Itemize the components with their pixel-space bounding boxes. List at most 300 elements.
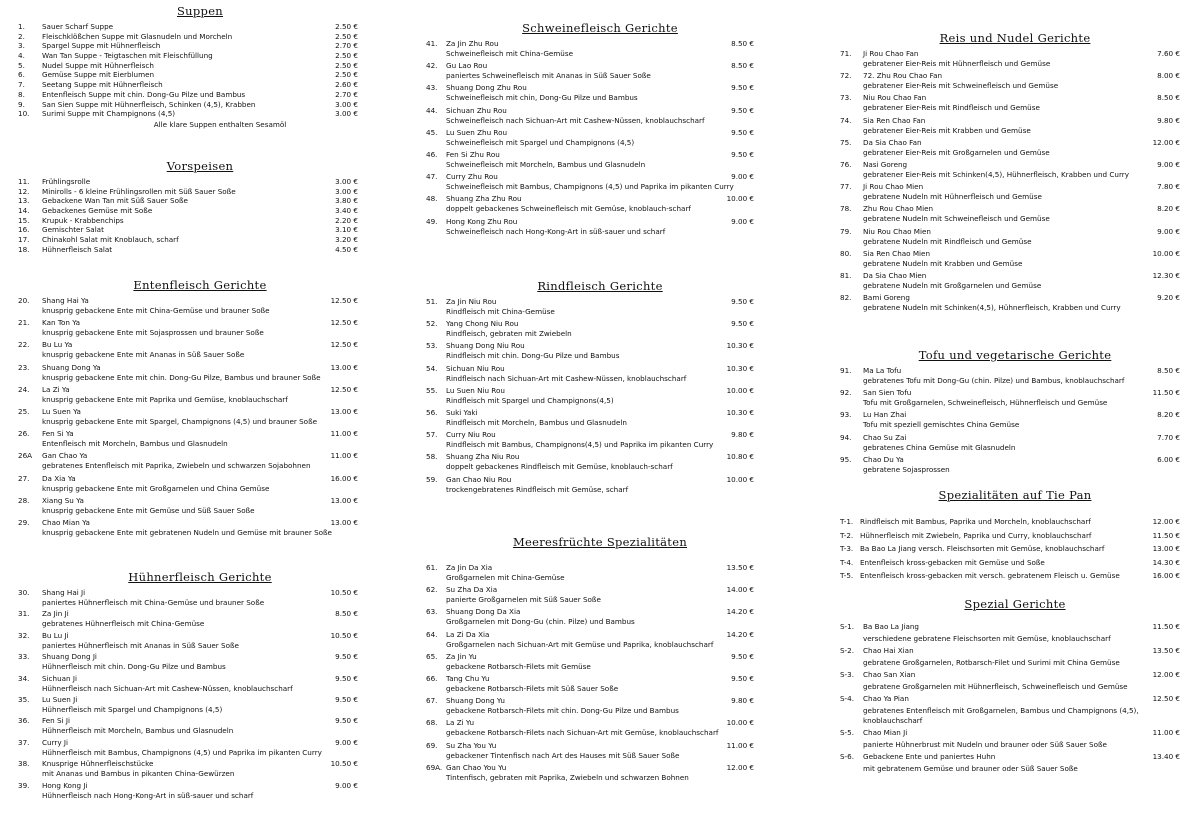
menu-item <box>0 206 400 216</box>
item-name: Chao Mian Ji <box>863 728 908 737</box>
item-description: Tintenfisch, gebraten mit Paprika, Zwiebeln und schwarzen Bohnen <box>446 772 689 782</box>
menu-item <box>0 100 400 110</box>
item-number: T-4. <box>840 557 854 567</box>
item-price: 9.50 € <box>731 673 754 683</box>
item-name: Bu Lu Ji <box>42 630 69 640</box>
item-price: 9.00 € <box>731 216 754 226</box>
section-schwein <box>400 20 800 239</box>
menu-item <box>800 670 1200 694</box>
item-name: Shang Hai Ya <box>42 296 89 305</box>
item-name: Hühnerfleisch Salat <box>42 244 113 254</box>
item-description: Rindfleisch nach Sichuan-Art mit Cashew-Nüssen, knoblauchscharf <box>446 373 687 383</box>
section-title: Tofu und vegetarische Gerichte <box>918 348 1112 362</box>
menu-item <box>800 542 1200 556</box>
item-number: 26A <box>18 451 33 461</box>
item-name: Hong Kong Zhu Rou <box>446 216 518 226</box>
menu-item <box>400 430 800 452</box>
item-price: 13.40 € <box>1152 752 1180 761</box>
item-name: Gebackene Ente und paniertes Huhn <box>863 752 996 761</box>
item-name: Da Sia Chao Mien <box>863 270 927 280</box>
section-title: Rindfleisch Gerichte <box>537 279 663 293</box>
menu-item <box>800 455 1200 477</box>
item-name: Shuang Dong Yu <box>446 696 505 706</box>
item-description: Schweinefleisch mit chin, Dong-Gu Pilze und Bambus <box>446 93 638 103</box>
item-description: gebratenes Tofu mit Dong-Gu (chin. Pilze) und Bambus, knoblauchscharf <box>863 376 1125 385</box>
menu-item <box>800 752 1200 776</box>
item-number: 43. <box>426 83 438 93</box>
item-description: Rindfleisch mit China-Gemüse <box>446 307 555 316</box>
item-number: 17. <box>18 235 30 245</box>
item-description: gebackene Rotbarsch-Filets nach Sichuan-Art mit Gemüse, knoblauchscharf <box>446 728 719 738</box>
menu-item <box>400 585 800 607</box>
item-number: 15. <box>18 215 30 225</box>
item-number: 56. <box>426 407 438 417</box>
item-price: 9.50 € <box>731 105 754 115</box>
item-description: gebratene Großgarnelen mit Hühnerfleisch, Schweinefleisch und Gemüse <box>863 682 1128 691</box>
menu-item <box>0 451 400 473</box>
item-price: 9.20 € <box>1157 293 1180 303</box>
item-description: knusprig gebackene Ente mit Paprika und Gemüse, knoblauchscharf <box>42 394 288 404</box>
menu-item <box>0 187 400 197</box>
item-price: 10.30 € <box>726 363 754 373</box>
item-price: 12.00 € <box>726 762 754 772</box>
item-description: Schweinefleisch mit Morcheln, Bambus und Glasnudeln <box>446 159 646 169</box>
item-name: Entenfleisch kross-gebacken mit versch. gebratenem Fleisch u. Gemüse <box>860 571 1120 580</box>
item-name: Chinakohl Salat mit Knoblauch, scharf <box>42 235 179 245</box>
item-description: gebratenes Entenfleisch mit Paprika, Zwiebeln und schwarzen Sojabohnen <box>42 461 311 471</box>
item-number: T-3. <box>840 544 854 553</box>
item-description: gebratene Nudeln mit Rindfleisch und Gemüse <box>863 236 1032 246</box>
menu-item <box>800 515 1200 529</box>
item-name: Gemüse Suppe mit Eierblumen <box>42 70 155 80</box>
menu-item <box>400 341 800 363</box>
item-description: paniertes Schweinefleisch mit Ananas in Süß Sauer Soße <box>446 71 651 81</box>
item-number: 74. <box>840 115 852 125</box>
item-price: 8.50 € <box>731 61 754 71</box>
item-price: 9.50 € <box>731 127 754 137</box>
item-number: 82. <box>840 293 852 303</box>
item-price: 2.50 € <box>335 22 358 31</box>
item-price: 13.00 € <box>330 517 358 527</box>
menu-item <box>800 388 1200 410</box>
item-price: 2.50 € <box>335 60 358 70</box>
menu-item <box>400 172 800 194</box>
item-number: 63. <box>426 607 438 617</box>
item-number: 65. <box>426 651 438 661</box>
menu-item <box>400 128 800 150</box>
menu-item <box>400 364 800 386</box>
item-name: Sichuan Niu Rou <box>446 363 505 373</box>
item-name: Curry Ji <box>42 737 69 747</box>
menu-item <box>800 116 1200 138</box>
item-name: Chao Ya Pian <box>863 694 909 703</box>
item-description: knusprig gebackene Ente mit gebratenen Nudeln und Gemüse mit brauner Soße <box>42 527 332 537</box>
section-huhn <box>0 569 400 802</box>
item-description: gebratener Eier-Reis mit Schweinefleisch und Gemüse <box>863 81 1059 91</box>
item-number: 78. <box>840 204 852 214</box>
item-price: 11.00 € <box>330 429 358 439</box>
item-number: 91. <box>840 366 852 375</box>
menu-item <box>800 569 1200 583</box>
item-name: Minirolls - 6 kleine Frühlingsrollen mit Süß Sauer Soße <box>42 186 236 196</box>
item-price: 13.00 € <box>330 495 358 505</box>
item-name: Knusprige Hühnerfleischstücke <box>42 759 154 769</box>
menu-item <box>0 518 400 540</box>
menu-item <box>800 182 1200 204</box>
menu-item <box>0 177 400 187</box>
section-title: Reis und Nudel Gerichte <box>939 31 1091 45</box>
section-tiepan <box>800 487 1200 583</box>
duck-list <box>0 296 400 540</box>
menu-item <box>800 227 1200 249</box>
item-price: 10.50 € <box>330 588 358 597</box>
item-number: 32. <box>18 630 30 640</box>
item-number: 41. <box>426 39 438 48</box>
item-price: 8.00 € <box>1157 71 1180 81</box>
item-name: Za Jin Zhu Rou <box>446 39 499 48</box>
menu-item <box>800 93 1200 115</box>
item-price: 11.00 € <box>1152 728 1180 737</box>
item-description: gebackene Rotbarsch-Filets mit Süß Sauer Soße <box>446 683 619 693</box>
item-description: Tofu mit speziell gemischtes China Gemüse <box>863 420 1020 430</box>
item-description: Hühnerfleisch mit Bambus, Champignons (4,5) und Paprika im pikanten Curry <box>42 747 322 757</box>
item-number: 26. <box>18 429 30 439</box>
menu-item <box>0 51 400 61</box>
item-description: paniertes Hühnerfleisch mit China-Gemüse und brauner Soße <box>42 598 265 607</box>
item-name: Seetang Suppe mit Hühnerfleisch <box>42 80 163 90</box>
item-name: Lu Suen Ya <box>42 406 81 416</box>
item-description: Rindfleisch mit chin. Dong-Gu Pilze und Bambus <box>446 351 620 361</box>
item-price: 3.00 € <box>335 109 358 119</box>
item-description: Schweinefleisch mit Spargel und Champignons (4,5) <box>446 137 635 147</box>
item-number: T-1. <box>840 517 854 526</box>
item-price: 2.70 € <box>335 41 358 51</box>
item-price: 13.00 € <box>330 362 358 372</box>
item-description: gebratener Eier-Reis mit Krabben und Gemüse <box>863 125 1031 135</box>
item-name: Frühlingsrolle <box>42 177 91 186</box>
item-number: 64. <box>426 629 438 639</box>
section-tofu <box>800 347 1200 477</box>
menu-item <box>800 728 1200 752</box>
menu-item <box>400 39 800 61</box>
item-number: 31. <box>18 609 30 619</box>
menu-item <box>800 433 1200 455</box>
item-number: T-5. <box>840 571 854 580</box>
menu-item <box>400 741 800 763</box>
item-price: 9.00 € <box>335 737 358 747</box>
menu-item <box>0 588 400 609</box>
item-description: Schweinefleisch mit Bambus, Champignons (4,5) und Paprika im pikanten Curry <box>446 182 734 192</box>
menu-item <box>0 759 400 780</box>
menu-item <box>0 385 400 407</box>
item-price: 11.00 € <box>726 740 754 750</box>
menu-item <box>400 83 800 105</box>
section-title: Spezialitäten auf Tie Pan <box>938 488 1092 502</box>
item-description: panierte Großgarnelen mit Süß Sauer Soße <box>446 595 601 605</box>
item-price: 9.00 € <box>1157 159 1180 169</box>
item-number: 72. <box>840 71 852 81</box>
menu-item <box>800 529 1200 543</box>
item-number: 11. <box>18 177 30 186</box>
item-price: 10.00 € <box>726 718 754 728</box>
item-number: 94. <box>840 432 852 442</box>
item-description: gebackene Rotbarsch-Filets mit Gemüse <box>446 661 591 671</box>
menu-item <box>800 138 1200 160</box>
item-name: San Sien Tofu <box>863 388 912 398</box>
section-ente <box>0 277 400 540</box>
item-number: 54. <box>426 363 438 373</box>
special-list <box>800 622 1200 776</box>
menu-item <box>800 694 1200 728</box>
item-number: 27. <box>18 473 30 483</box>
menu-item <box>400 106 800 128</box>
sesame-note: Alle klare Suppen enthalten Sesamöl <box>153 119 287 129</box>
item-name: Hühnerfleisch mit Zwiebeln, Paprika und Curry, knoblauchscharf <box>860 530 1092 540</box>
item-name: Sauer Scharf Suppe <box>42 22 114 31</box>
item-number: 35. <box>18 694 30 704</box>
menu-item <box>800 204 1200 226</box>
item-name: Ba Bao La Jiang versch. Fleischsorten mit Gemüse, knoblauchscharf <box>860 544 1105 553</box>
item-name: Za Jin Niu Rou <box>446 297 497 306</box>
menu-item <box>0 41 400 51</box>
item-price: 3.00 € <box>335 177 358 186</box>
item-number: 33. <box>18 652 30 662</box>
item-name: Fen Si Zhu Rou <box>446 149 500 159</box>
menu-item <box>400 194 800 216</box>
item-number: 93. <box>840 410 852 420</box>
menu-item <box>0 61 400 71</box>
section-title: Entenfleisch Gerichte <box>133 278 267 292</box>
item-name: La Zi Yu <box>446 718 475 728</box>
section-title: Spezial Gerichte <box>964 597 1066 611</box>
section-title: Hühnerfleisch Gerichte <box>128 570 272 584</box>
item-number: 20. <box>18 296 30 305</box>
item-name: Chao Mian Ya <box>42 517 90 527</box>
item-description: doppelt gebackenes Schweinefleisch mit Gemüse, knoblauch-scharf <box>446 204 691 214</box>
item-price: 9.50 € <box>731 319 754 329</box>
item-number: 51. <box>426 297 438 306</box>
item-description: Schweinefleisch mit China-Gemüse <box>446 49 574 58</box>
menu-item <box>800 410 1200 432</box>
item-description: gebratene Großgarnelen, Rotbarsch-Filet und Surimi mit China Gemüse <box>863 658 1120 667</box>
item-price: 9.00 € <box>731 172 754 182</box>
item-name: Chao Du Ya <box>863 454 904 464</box>
item-description: gebratene Nudeln mit Schinken(4,5), Hühnerfleisch, Krabben und Curry <box>863 303 1121 313</box>
item-price: 8.50 € <box>731 39 754 48</box>
item-name: Bami Goreng <box>863 293 910 303</box>
item-description: gebackener Tintenfisch nach Art des Hauses mit Süß Sauer Soße <box>446 750 680 760</box>
item-name: Da Xia Ya <box>42 473 76 483</box>
item-price: 14.20 € <box>726 607 754 617</box>
item-name: Chao San Xian <box>863 670 916 679</box>
menu-item <box>400 652 800 674</box>
item-description: gebratener Eier-Reis mit Großgarnelen und Gemüse <box>863 147 1050 157</box>
item-name: Rindfleisch mit Bambus, Paprika und Morcheln, knoblauchscharf <box>860 517 1091 526</box>
item-description: knusprig gebackene Ente mit Gemüse und Süß Sauer Soße <box>42 505 255 515</box>
item-description: gebratener Eier-Reis mit Rindfleisch und Gemüse <box>863 103 1040 113</box>
menu-item <box>0 318 400 340</box>
item-number: 16. <box>18 225 30 235</box>
item-number: 24. <box>18 384 30 394</box>
item-number: 42. <box>426 61 438 71</box>
item-name: Shuang Zha Niu Rou <box>446 452 520 462</box>
item-description: Rindfleisch mit Morcheln, Bambus und Glasnudeln <box>446 417 627 427</box>
item-description: Großgarnelen nach Sichuan-Art mit Gemüse und Paprika, knoblauchscharf <box>446 639 714 649</box>
soup-list <box>0 22 400 119</box>
menu-item <box>800 249 1200 271</box>
menu-item <box>400 607 800 629</box>
item-number: 61. <box>426 563 438 572</box>
item-description: gebratenes China Gemüse mit Glasnudeln <box>863 442 1016 452</box>
item-description: Entenfleisch mit Morcheln, Bambus und Glasnudeln <box>42 439 228 449</box>
item-number: 49. <box>426 216 438 226</box>
item-price: 2.70 € <box>335 89 358 99</box>
item-name: Shuang Dong Da Xia <box>446 607 521 617</box>
item-name: Nasi Goreng <box>863 159 908 169</box>
item-number: S-3. <box>840 670 855 679</box>
menu-item <box>400 386 800 408</box>
item-number: 81. <box>840 270 852 280</box>
item-price: 12.50 € <box>330 340 358 350</box>
item-price: 12.00 € <box>1152 137 1180 147</box>
item-name: Curry Niu Rou <box>446 430 496 440</box>
item-price: 12.00 € <box>1152 670 1180 679</box>
item-price: 9.80 € <box>731 696 754 706</box>
item-name: La Zi Ya <box>42 384 70 394</box>
item-number: 73. <box>840 93 852 103</box>
item-number: 22. <box>18 340 30 350</box>
item-name: Fen Si Ji <box>42 716 70 726</box>
item-number: 4. <box>18 51 25 61</box>
item-number: 25. <box>18 406 30 416</box>
item-name: Ba Bao La Jiang <box>863 622 919 631</box>
item-price: 13.00 € <box>1152 544 1180 553</box>
item-description: gebratene Nudeln mit Großgarnelen und Gemüse <box>863 280 1042 290</box>
item-price: 10.50 € <box>330 759 358 769</box>
rice-noodle-list <box>800 49 1200 315</box>
item-description: Hühnerfleisch nach Hong-Kong-Art in süß-sauer und scharf <box>42 790 254 800</box>
item-number: 5. <box>18 60 25 70</box>
item-name: Shuang Dong Zhu Rou <box>446 83 527 93</box>
item-number: 58. <box>426 452 438 462</box>
item-number: 71. <box>840 49 852 58</box>
item-price: 12.50 € <box>330 296 358 305</box>
item-price: 9.50 € <box>335 652 358 662</box>
item-description: Hühnerfleisch mit chin. Dong-Gu Pilze und Bambus <box>42 662 226 672</box>
item-number: 9. <box>18 99 25 109</box>
item-description: knusprig gebackene Ente mit China-Gemüse und brauner Soße <box>42 306 270 315</box>
item-number: S-5. <box>840 728 855 737</box>
item-price: 14.00 € <box>726 585 754 595</box>
item-price: 3.20 € <box>335 235 358 245</box>
menu-item <box>0 80 400 90</box>
item-name: Zhu Rou Chao Mien <box>863 204 934 214</box>
menu-item <box>400 319 800 341</box>
item-price: 9.50 € <box>335 716 358 726</box>
item-name: Niu Rou Chao Fan <box>863 93 927 103</box>
menu-item <box>0 716 400 737</box>
item-number: 44. <box>426 105 438 115</box>
section-title: Schweinefleisch Gerichte <box>522 21 678 35</box>
item-description: knusprig gebackene Ente mit Spargel, Champignons (4,5) und brauner Soße <box>42 416 318 426</box>
item-description: panierte Hühnerbrust mit Nudeln und brauner oder Süß Sauer Soße <box>863 740 1107 749</box>
item-name: Gu Lao Rou <box>446 61 488 71</box>
item-number: 46. <box>426 149 438 159</box>
menu-item <box>0 652 400 673</box>
item-price: 7.70 € <box>1157 432 1180 442</box>
item-name: Chao Hai Xian <box>863 646 914 655</box>
item-number: 3. <box>18 41 25 51</box>
tiepan-list <box>800 515 1200 583</box>
item-price: 16.00 € <box>1152 571 1180 580</box>
item-price: 16.00 € <box>330 473 358 483</box>
item-price: 11.50 € <box>1152 388 1180 398</box>
item-price: 8.50 € <box>1157 93 1180 103</box>
item-price: 10.30 € <box>726 407 754 417</box>
item-name: Gebackenes Gemüse mit Soße <box>42 206 153 216</box>
item-number: 66. <box>426 673 438 683</box>
item-price: 10.30 € <box>726 341 754 351</box>
menu-item <box>0 631 400 652</box>
item-price: 12.50 € <box>330 318 358 328</box>
item-description: trockengebratenes Rindfleisch mit Gemüse, scharf <box>446 484 629 494</box>
item-number: 59. <box>426 474 438 484</box>
item-name: Gan Chao Niu Rou <box>446 474 512 484</box>
menu-item <box>400 408 800 430</box>
item-description-continued: knoblauchscharf <box>863 716 923 725</box>
item-number: 47. <box>426 172 438 182</box>
menu-item <box>0 70 400 80</box>
item-price: 3.40 € <box>335 206 358 216</box>
menu-item <box>0 340 400 362</box>
item-description: gebackene Rotbarsch-Filets mit chin. Dong-Gu Pilze und Bambus <box>446 706 679 716</box>
tofu-list <box>800 366 1200 477</box>
item-name: Entenfleisch Suppe mit chin. Dong-Gu Pilze und Bambus <box>42 89 246 99</box>
item-description: doppelt gebackenes Rindfleisch mit Gemüse, knoblauch-scharf <box>446 462 673 472</box>
item-number: S-2. <box>840 646 855 655</box>
item-name: Xiang Su Ya <box>42 495 84 505</box>
menu-item <box>0 216 400 226</box>
item-name: Tang Chu Yu <box>446 673 490 683</box>
menu-item <box>400 217 800 239</box>
item-number: 37. <box>18 737 30 747</box>
item-price: 8.20 € <box>1157 410 1180 420</box>
item-price: 10.80 € <box>726 452 754 462</box>
item-number: 68. <box>426 718 438 728</box>
item-name: Gan Chao You Yu <box>446 762 507 772</box>
item-name: 72. Zhu Rou Chao Fan <box>863 71 943 81</box>
item-price: 6.00 € <box>1157 454 1180 464</box>
item-description: paniertes Hühnerfleisch mit Ananas in Süß Sauer Soße <box>42 640 239 650</box>
item-name: San Sien Suppe mit Hühnerfleisch, Schinken (4,5), Krabben <box>42 99 256 109</box>
item-price: 9.80 € <box>731 430 754 440</box>
item-number: 77. <box>840 182 852 192</box>
item-price: 2.50 € <box>335 70 358 80</box>
item-name: Za Jin Ji <box>42 609 69 619</box>
section-title: Suppen <box>176 4 224 18</box>
item-name: Fleischklößchen Suppe mit Glasnudeln und Morcheln <box>42 31 233 41</box>
item-description: Großgarnelen mit China-Gemüse <box>446 573 565 582</box>
menu-item <box>0 407 400 429</box>
item-price: 3.00 € <box>335 186 358 196</box>
item-number: 1. <box>18 22 25 31</box>
item-price: 9.50 € <box>335 673 358 683</box>
menu-item <box>800 622 1200 646</box>
item-number: 18. <box>18 244 30 254</box>
item-price: 8.50 € <box>1157 366 1180 375</box>
menu-item <box>0 474 400 496</box>
item-number: 75. <box>840 137 852 147</box>
